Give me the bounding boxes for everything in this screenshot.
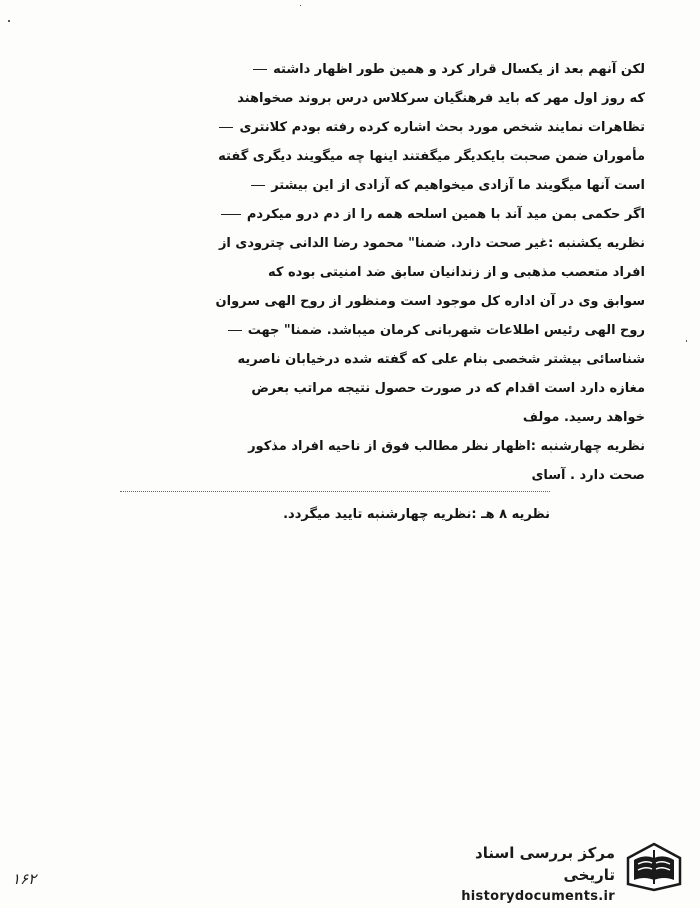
- text-line: [100, 113, 645, 142]
- line-7: نظریه یکشنبه :غیر صحت دارد. ضمنا" محمود رضا الدانی چترودی از: [218, 236, 645, 251]
- fill-dash: [228, 330, 242, 331]
- separator-dotted: [120, 491, 550, 492]
- text-line: [100, 142, 645, 171]
- line-10: روح الهی رئیس اطلاعات شهربانی کرمان میباشد. ضمنا" جهت: [247, 323, 645, 338]
- line-13: خواهد رسید. مولف: [522, 410, 645, 425]
- text-line: [100, 374, 645, 403]
- line-11: شناسائی بیشتر شخصی بنام علی که گفته شده درخیابان ناصریه: [237, 352, 645, 367]
- text-line: [100, 55, 645, 84]
- line-3: تظاهرات نمایند شخص مورد بحث اشاره کرده رفته بودم کلانتری: [239, 120, 645, 135]
- fill-dash: [221, 214, 241, 215]
- watermark-text: [420, 842, 615, 908]
- line-2: که روز اول مهر که باید فرهنگیان سرکلاس درس بروند صخواهند: [237, 91, 645, 106]
- line-8: افراد متعصب مذهبی و از زندانیان سابق ضد امنیتی بوده که: [268, 265, 645, 280]
- document-body: [100, 55, 645, 490]
- text-line: [100, 461, 645, 490]
- page-number: ۱۶۲: [12, 870, 37, 888]
- text-line: [100, 200, 645, 229]
- scan-speck: [8, 20, 10, 22]
- footnote: نظریه ۸ هـ :نظریه چهارشنبه تایید میگردد.: [283, 507, 550, 522]
- text-line: [100, 171, 645, 200]
- scan-speck: [300, 5, 301, 6]
- text-line: [100, 287, 645, 316]
- fill-dash: [251, 185, 265, 186]
- watermark: [420, 838, 690, 904]
- text-line: [100, 316, 645, 345]
- line-4: مأموران ضمن صحبت بایکدیگر میگفتند اینها چه میگویند دیگری گفته: [218, 149, 645, 164]
- text-line: [100, 345, 645, 374]
- text-line: [100, 432, 645, 461]
- scan-speck: [686, 340, 687, 342]
- text-line: [100, 258, 645, 287]
- archive-logo-icon: [624, 840, 684, 892]
- line-15: صحت دارد . آسای: [531, 468, 645, 483]
- line-5: است آنها میگویند ما آزادی میخواهیم که آزادی از این بیشتر: [271, 178, 645, 193]
- line-14: نظریه چهارشنبه :اظهار نظر مطالب فوق از ناحیه افراد مذکور: [248, 439, 645, 454]
- line-6: اگر حکمی بمن مید آند با همین اسلحه همه را از دم درو میکردم: [246, 207, 645, 222]
- line-12: مغازه دارد است اقدام که در صورت حصول نتیجه مراتب بعرض: [251, 381, 645, 396]
- line-1: لکن آنهم بعد از یکسال قرار کرد و همین طور اظهار داشته: [273, 62, 645, 77]
- line-9: سوابق وی در آن اداره کل موجود است ومنظور از روح الهی سروان: [215, 294, 645, 309]
- watermark-name: مرکز بررسی اسناد تاریخی: [475, 844, 615, 884]
- fill-dash: [219, 127, 233, 128]
- text-line: [100, 403, 645, 432]
- watermark-url: historydocuments.ir: [461, 889, 615, 904]
- text-line: [100, 84, 645, 113]
- fill-dash: [253, 69, 267, 70]
- text-line: [100, 229, 645, 258]
